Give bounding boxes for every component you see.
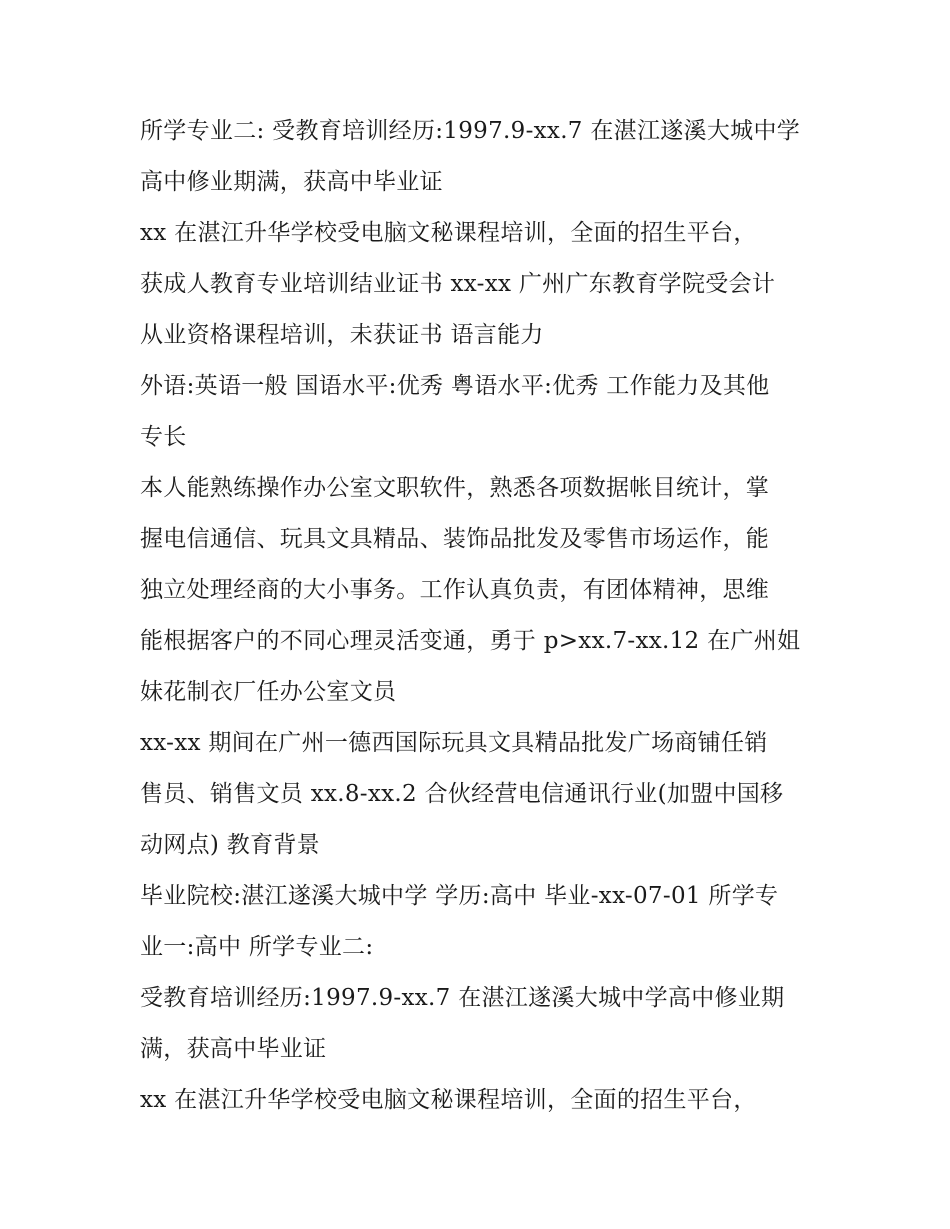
- text-line: 高中修业期满，获高中毕业证: [140, 169, 443, 195]
- text-line: xx 在湛江升华学校受电脑文秘课程培训，全面的招生平台，: [140, 1087, 757, 1113]
- text-line: 满，获高中毕业证: [140, 1036, 327, 1062]
- document-body: [140, 106, 830, 1126]
- text-line: 获成人教育专业培训结业证书 xx-xx 广州广东教育学院受会计: [140, 271, 776, 297]
- text-line: 所学专业二: 受教育培训经历:1997.9-xx.7 在湛江遂溪大城中学: [140, 118, 801, 144]
- text-line: 能根据客户的不同心理灵活变通，勇于 p>xx.7-xx.12 在广州姐: [140, 628, 801, 654]
- text-line: 售员、销售文员 xx.8-xx.2 合伙经营电信通讯行业(加盟中国移: [140, 781, 784, 807]
- text-line: 从业资格课程培训，未获证书 语言能力: [140, 322, 544, 348]
- text-line: 外语:英语一般 国语水平:优秀 粤语水平:优秀 工作能力及其他: [140, 373, 770, 399]
- text-line: 本人能熟练操作办公室文职软件，熟悉各项数据帐目统计，掌: [140, 475, 770, 501]
- text-line: 妹花制衣厂任办公室文员: [140, 679, 397, 705]
- text-line: 毕业院校:湛江遂溪大城中学 学历:高中 毕业-xx-07-01 所学专: [140, 883, 779, 909]
- text-line: 握电信通信、玩具文具精品、装饰品批发及零售市场运作，能: [140, 526, 770, 552]
- text-line: 专长: [140, 424, 187, 450]
- text-line: 业一:高中 所学专业二:: [140, 934, 374, 960]
- text-line: 受教育培训经历:1997.9-xx.7 在湛江遂溪大城中学高中修业期: [140, 985, 785, 1011]
- text-line: 独立处理经商的大小事务。工作认真负责，有团体精神，思维: [140, 577, 770, 603]
- text-line: xx 在湛江升华学校受电脑文秘课程培训，全面的招生平台，: [140, 220, 757, 246]
- text-line: 动网点) 教育背景: [140, 832, 320, 858]
- text-line: xx-xx 期间在广州一德西国际玩具文具精品批发广场商铺任销: [140, 730, 768, 756]
